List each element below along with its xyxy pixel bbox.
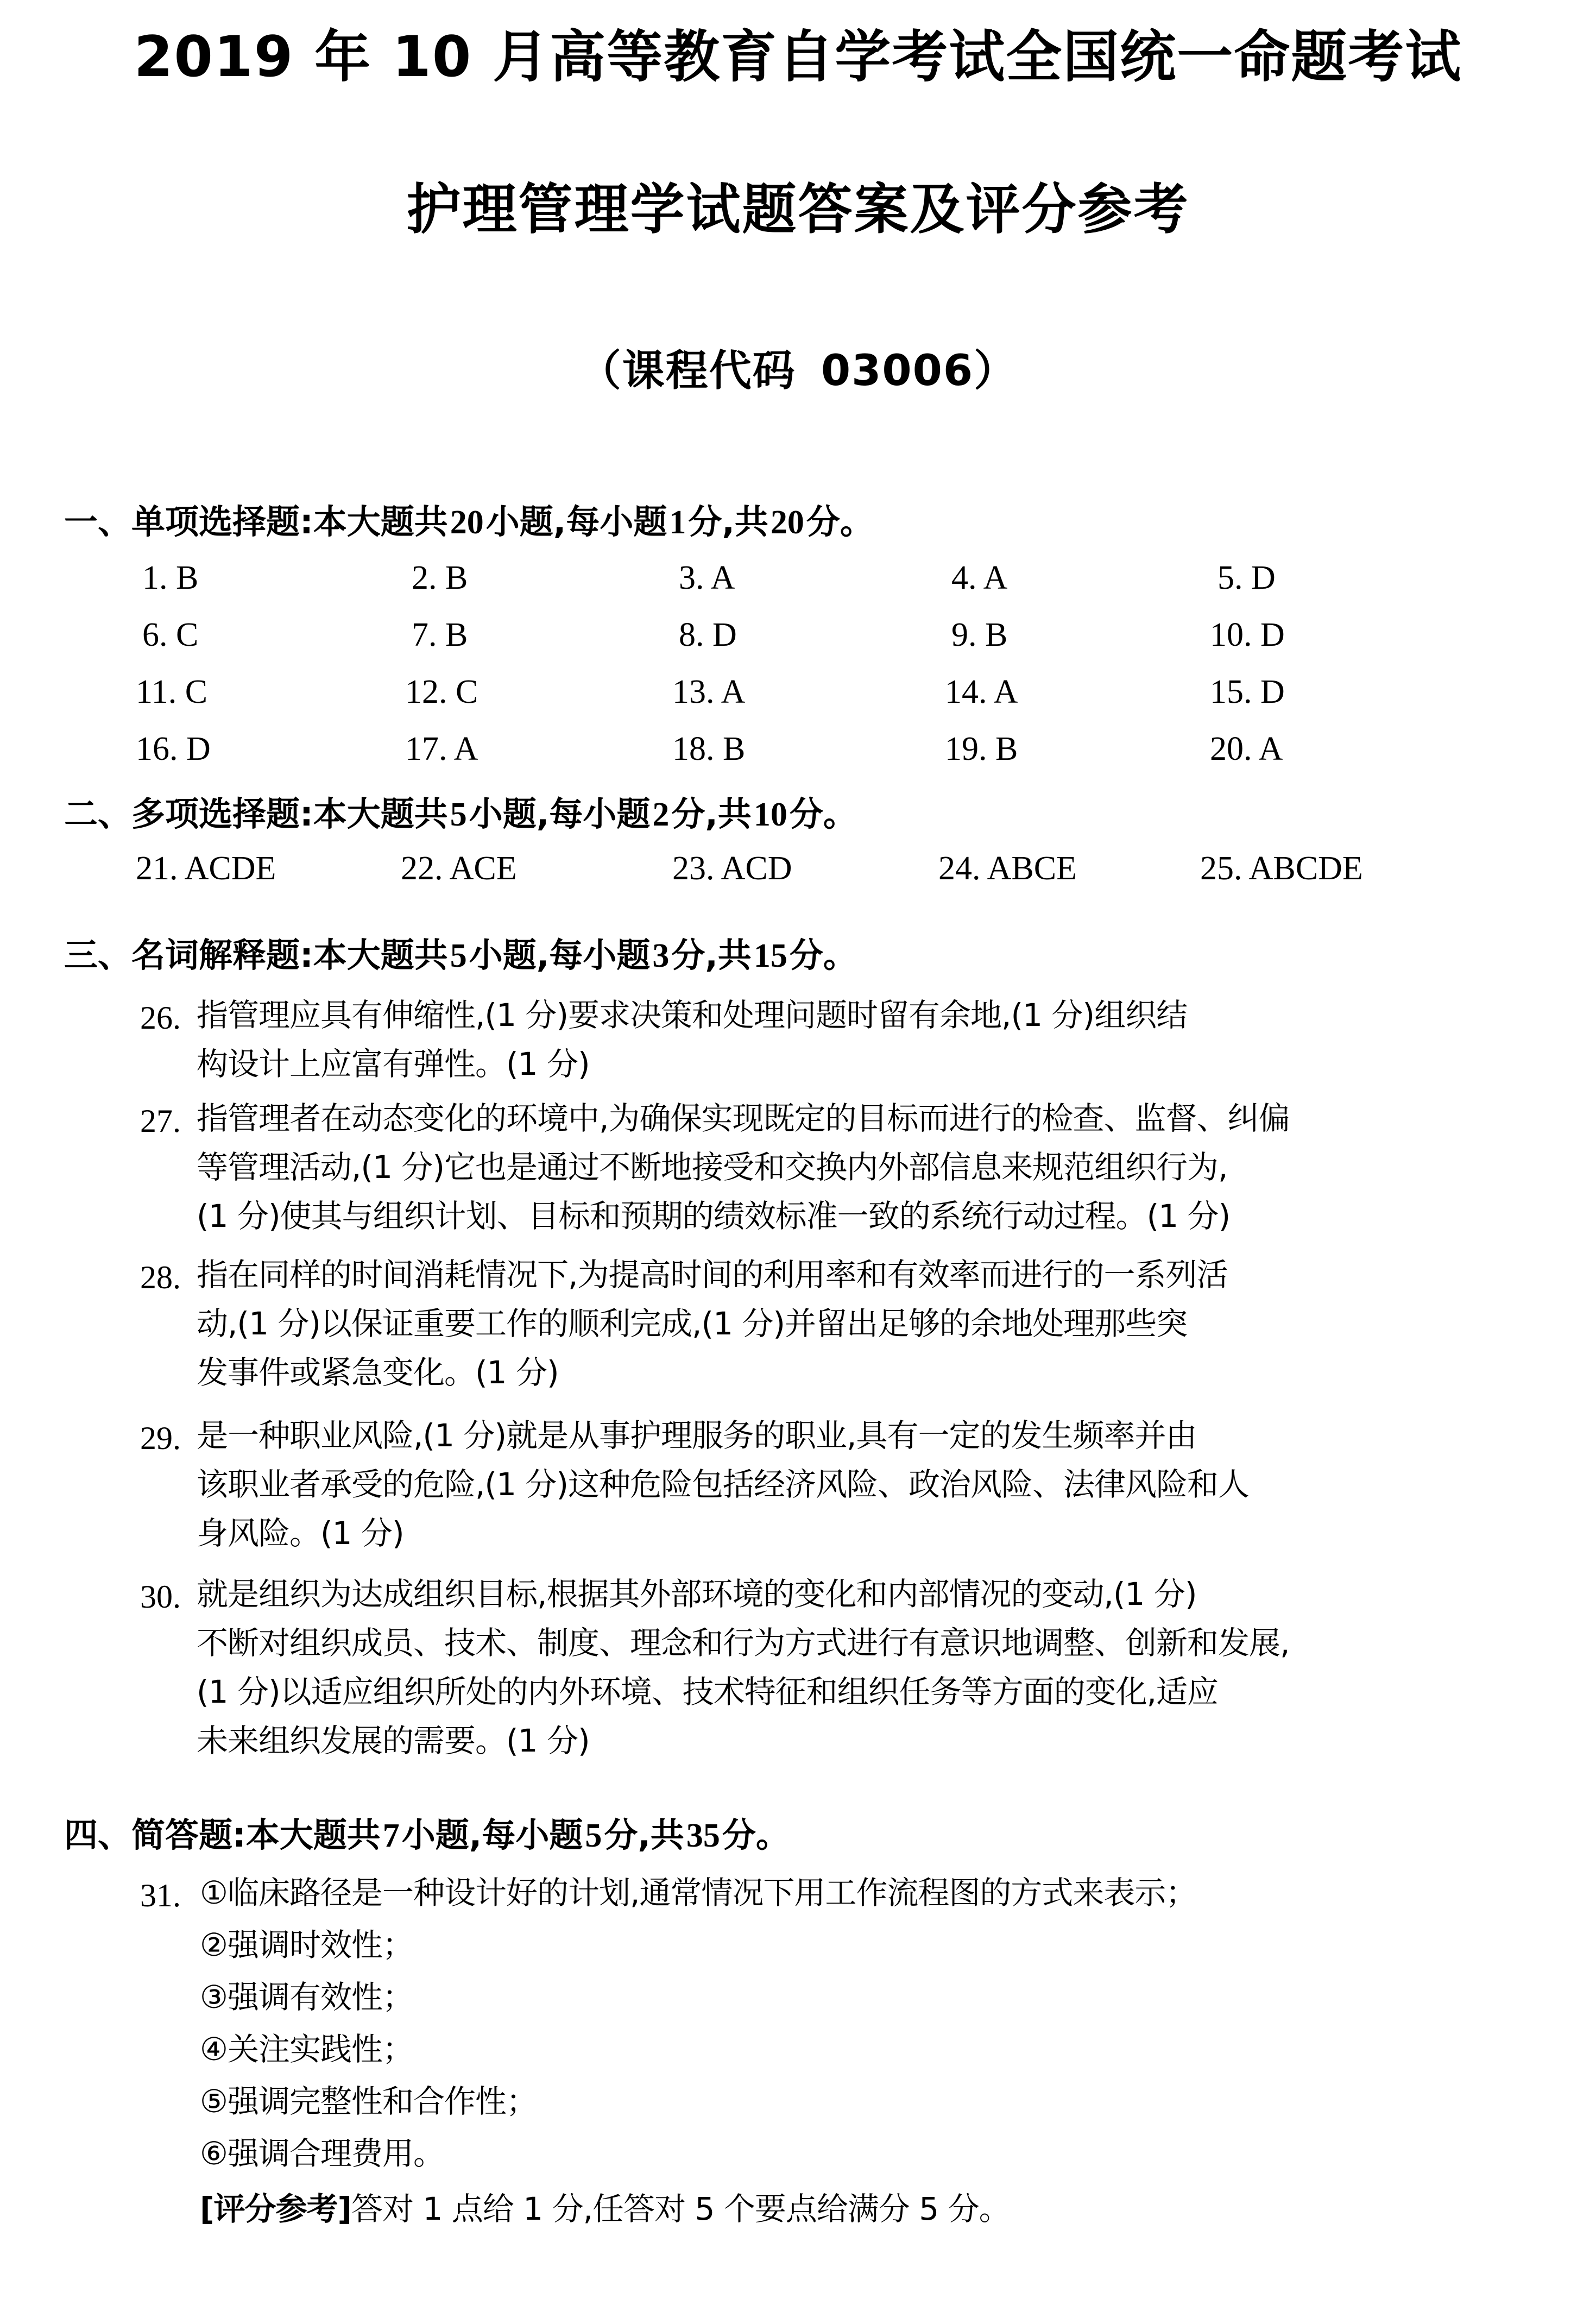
answer-cell: 19. B xyxy=(945,730,1018,767)
answer-cell: 2. B xyxy=(412,559,468,596)
answer-cell: 13. A xyxy=(672,673,746,710)
question-line: ②强调时效性； xyxy=(200,1926,413,1963)
heading-text-d: 分。 xyxy=(789,935,857,975)
question-line: 等管理活动,(1 分)它也是通过不断地接受和交换内外部信息来规范组织行为, xyxy=(197,1149,1228,1186)
heading-points-total: 15 xyxy=(753,937,787,974)
heading-text-a: 二、多项选择题:本大题共 xyxy=(64,794,448,834)
question-line: ⑥强调合理费用。 xyxy=(200,2135,444,2172)
answer-row xyxy=(0,852,1596,895)
question-line: (1 分)使其与组织计划、目标和预期的绩效标准一致的系统行动过程。(1 分) xyxy=(197,1198,1231,1234)
answer-cell: 1. B xyxy=(142,559,199,596)
question-number: 27. xyxy=(140,1103,181,1139)
document-title: 2019 年 10 月高等教育自学考试全国统一命题考试 xyxy=(134,24,1462,90)
question-line: 发事件或紧急变化。(1 分) xyxy=(197,1354,559,1391)
answer-cell: 11. C xyxy=(136,673,208,710)
section-heading-multiple-choice xyxy=(64,794,857,834)
course-code-line xyxy=(0,337,1596,398)
answer-cell: 24. ABCE xyxy=(938,850,1077,887)
heading-text-a: 三、名词解释题:本大题共 xyxy=(64,935,448,975)
question-line: ③强调有效性； xyxy=(200,1979,413,2015)
answer-row xyxy=(0,618,1596,662)
heading-points-total: 35 xyxy=(686,1817,720,1854)
answer-cell: 5. D xyxy=(1217,559,1276,596)
heading-text-c: 分,共 xyxy=(688,502,768,541)
heading-text-d: 分。 xyxy=(722,1815,790,1855)
section-heading-short-answer xyxy=(64,1815,790,1855)
answer-cell: 4. A xyxy=(951,559,1008,596)
question-line: 指管理应具有伸缩性,(1 分)要求决策和处理问题时留有余地,(1 分)组织结 xyxy=(197,997,1188,1034)
question-line: ⑤强调完整性和合作性； xyxy=(200,2083,537,2120)
question-line: 指管理者在动态变化的环境中,为确保实现既定的目标而进行的检查、监督、纠偏 xyxy=(197,1100,1290,1137)
question-line: 是一种职业风险,(1 分)就是从事护理服务的职业,具有一定的发生频率并由 xyxy=(197,1417,1197,1454)
answer-row xyxy=(0,732,1596,776)
question-number: 29. xyxy=(140,1420,181,1456)
question-line: 动,(1 分)以保证重要工作的顺利完成,(1 分)并留出足够的余地处理那些突 xyxy=(197,1305,1188,1342)
answer-row xyxy=(0,675,1596,719)
heading-count-questions: 5 xyxy=(450,937,467,974)
heading-count-questions: 7 xyxy=(382,1817,400,1854)
heading-text-b: 小题,每小题 xyxy=(469,935,651,975)
answer-cell: 9. B xyxy=(951,616,1008,653)
answer-cell: 18. B xyxy=(672,730,746,767)
course-code-prefix: （课程代码 xyxy=(578,347,796,395)
heading-points-each: 2 xyxy=(652,796,670,833)
heading-points-each: 3 xyxy=(652,937,670,974)
heading-text-c: 分,共 xyxy=(604,1815,684,1855)
answer-cell: 14. A xyxy=(945,673,1018,710)
question-number: 26. xyxy=(140,1000,181,1036)
heading-count-questions: 20 xyxy=(450,504,484,541)
section-heading-single-choice xyxy=(64,502,874,541)
question-line: ①临床路径是一种设计好的计划,通常情况下用工作流程图的方式来表示； xyxy=(200,1874,1197,1911)
heading-points-total: 10 xyxy=(753,796,787,833)
question-line: 构设计上应富有弹性。(1 分) xyxy=(197,1045,590,1082)
heading-text-b: 小题,每小题 xyxy=(485,502,667,541)
question-line: 身风险。(1 分) xyxy=(197,1515,404,1552)
heading-points-each: 1 xyxy=(669,504,686,541)
scoring-reference-text: 答对 1 点给 1 分,任答对 5 个要点给满分 5 分。 xyxy=(351,2190,1010,2227)
answer-cell: 17. A xyxy=(405,730,478,767)
answer-cell: 23. ACD xyxy=(672,850,792,887)
heading-text-c: 分,共 xyxy=(671,794,752,834)
heading-points-total: 20 xyxy=(770,504,804,541)
heading-text-a: 一、单项选择题:本大题共 xyxy=(64,502,448,541)
answer-cell: 20. A xyxy=(1210,730,1283,767)
heading-text-a: 四、简答题:本大题共 xyxy=(64,1815,381,1855)
question-line: 不断对组织成员、技术、制度、理念和行为方式进行有意识地调整、创新和发展, xyxy=(197,1624,1290,1661)
answer-cell: 21. ACDE xyxy=(136,850,276,887)
heading-text-b: 小题,每小题 xyxy=(401,1815,583,1855)
question-line: ④关注实践性； xyxy=(200,2031,413,2068)
scoring-reference-line xyxy=(200,2190,1010,2227)
answer-cell: 22. ACE xyxy=(401,850,517,887)
question-number: 30. xyxy=(140,1579,181,1615)
scoring-reference-label: [评分参考] xyxy=(200,2190,352,2227)
question-number: 28. xyxy=(140,1259,181,1295)
answer-cell: 7. B xyxy=(412,616,468,653)
answer-cell: 6. C xyxy=(142,616,199,653)
question-line: (1 分)以适应组织所处的内外环境、技术特征和组织任务等方面的变化,适应 xyxy=(197,1673,1219,1710)
heading-text-b: 小题,每小题 xyxy=(469,794,651,834)
question-number: 31. xyxy=(140,1878,181,1913)
answer-cell: 25. ABCDE xyxy=(1200,850,1363,887)
question-line: 该职业者承受的危险,(1 分)这种危险包括经济风险、政治风险、法律风险和人 xyxy=(197,1466,1250,1503)
course-code-value: 03006） xyxy=(821,347,1018,395)
answer-cell: 16. D xyxy=(136,730,211,767)
answer-cell: 12. C xyxy=(405,673,478,710)
answer-row xyxy=(0,561,1596,604)
question-line: 就是组织为达成组织目标,根据其外部环境的变化和内部情况的变动,(1 分) xyxy=(197,1576,1197,1613)
answer-cell: 10. D xyxy=(1210,616,1285,653)
question-line: 未来组织发展的需要。(1 分) xyxy=(197,1722,590,1759)
heading-text-c: 分,共 xyxy=(671,935,752,975)
heading-points-each: 5 xyxy=(585,1817,602,1854)
answer-cell: 15. D xyxy=(1210,673,1285,710)
answer-cell: 3. A xyxy=(679,559,735,596)
document-subtitle: 护理管理学试题答案及评分参考 xyxy=(406,178,1190,241)
question-line: 指在同样的时间消耗情况下,为提高时间的利用率和有效率而进行的一系列活 xyxy=(197,1256,1228,1293)
heading-text-d: 分。 xyxy=(789,794,857,834)
heading-text-d: 分。 xyxy=(806,502,874,541)
heading-count-questions: 5 xyxy=(450,796,467,833)
answer-cell: 8. D xyxy=(679,616,737,653)
section-heading-term-definitions xyxy=(64,935,857,975)
